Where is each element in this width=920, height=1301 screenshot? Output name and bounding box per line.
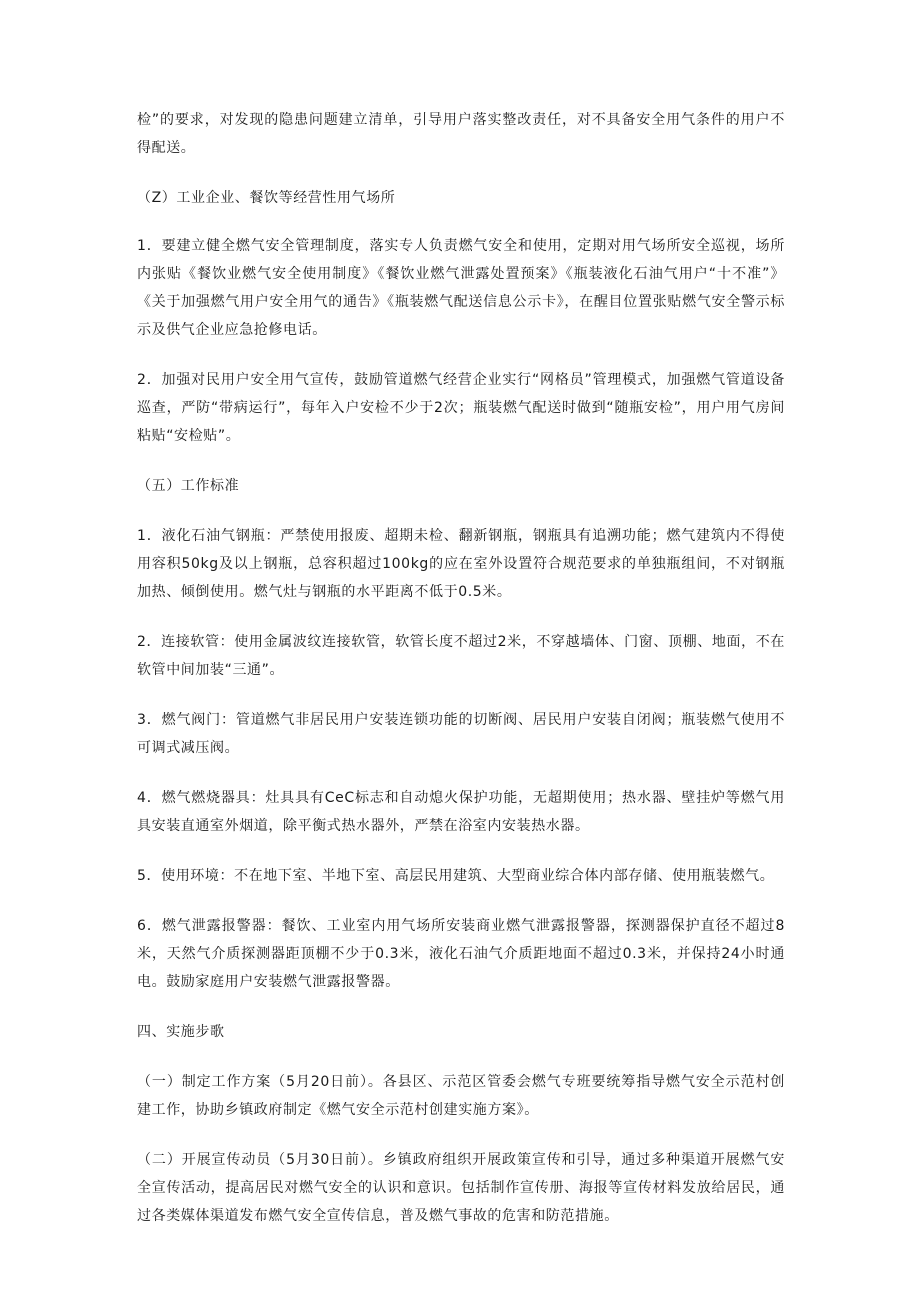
list-item: 2．连接软管：使用金属波纹连接软管，软管长度不超过2米，不穿越墙体、门窗、顶棚、地面，不在软管中间加装“三通”。 [137,634,785,678]
list-item: 6．燃气泄露报警器：餐饮、工业室内用气场所安装商业燃气泄露报警器，探测器保护直径不超过8米，天然气介质探测器距顶棚不少于0.3米，液化石油气介质距地面不超过0.3米，并保持24小时通电。鼓励家庭用户安装燃气泄露报警器。 [137,918,785,990]
document-body [137,106,785,1230]
step-item: （二）开展宣传动员（5月30日前）。乡镇政府组织开展政策宣传和引导，通过多种渠道开展燃气安全宣传活动，提高居民对燃气安全的认识和意识。包括制作宣传册、海报等宣传材料发放给居民，通过各类媒体渠道发布燃气安全宣传信息，普及燃气事故的危害和防范措施。 [137,1152,785,1224]
step-item: （一）制定工作方案（5月20日前）。各县区、示范区管委会燃气专班要统筹指导燃气安全示范村创建工作，协助乡镇政府制定《燃气安全示范村创建实施方案》。 [137,1074,785,1118]
section-heading-steps: 四、实施步歌 [137,1024,225,1040]
list-item: 3．燃气阀门：管道燃气非居民用户安装连锁功能的切断阀、居民用户安装自闭阀；瓶装燃气使用不可调式减压阀。 [137,712,785,756]
list-item: 1．液化石油气钢瓶：严禁使用报废、超期未检、翻新钢瓶，钢瓶具有追溯功能；燃气建筑内不得使用容积50kg及以上钢瓶，总容积超过100kg的应在室外设置符合规范要求的单独瓶组间，不对钢瓶加热、倾倒使用。燃气灶与钢瓶的水平距离不低于0.5米。 [137,528,785,600]
paragraph-continuation: 检”的要求，对发现的隐患问题建立清单，引导用户落实整改责任，对不具备安全用气条件的用户不得配送。 [137,112,785,156]
section-heading-business-venues: （Z）工业企业、餐饮等经营性用气场所 [137,190,396,206]
list-item: 2．加强对民用户安全用气宣传，鼓励管道燃气经营企业实行“网格员”管理模式，加强燃气管道设备巡查，严防“带病运行”，每年入户安检不少于2次；瓶装燃气配送时做到“随瓶安检”，用户用气房间粘贴“安检贴”。 [137,372,785,444]
list-item: 4．燃气燃烧器具：灶具具有CeC标志和自动熄火保护功能，无超期使用；热水器、壁挂炉等燃气用具安装直通室外烟道，除平衡式热水器外，严禁在浴室内安装热水器。 [137,790,785,834]
list-item: 5．使用环境：不在地下室、半地下室、高层民用建筑、大型商业综合体内部存储、使用瓶装燃气。 [137,868,775,884]
section-heading-standards: （五）工作标准 [137,478,240,494]
list-item: 1．要建立健全燃气安全管理制度，落实专人负责燃气安全和使用，定期对用气场所安全巡视，场所内张贴《餐饮业燃气安全使用制度》《餐饮业燃气泄露处置预案》《瓶装液化石油气用户“十不准”》《关于加强燃气用户安全用气的通告》《瓶装燃气配送信息公示卡》，在醒目位置张贴燃气安全警示标示及供气企业应急抢修电话。 [137,238,785,338]
